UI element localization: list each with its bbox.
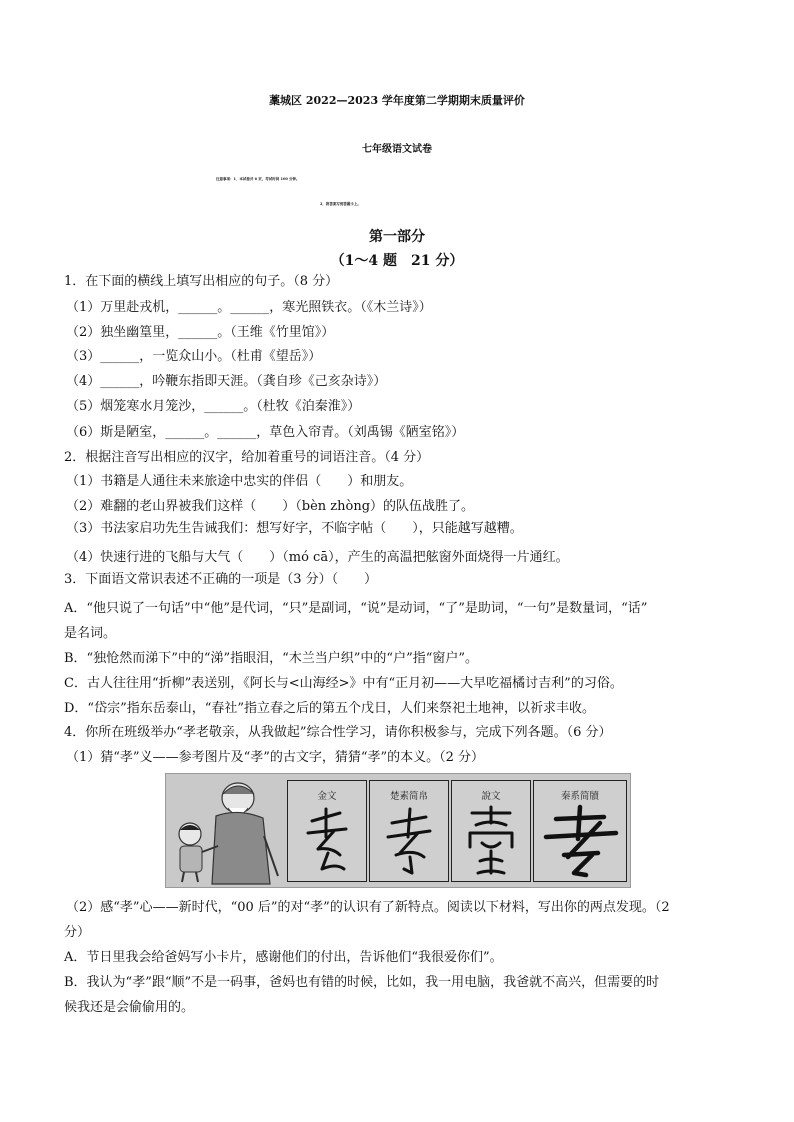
chujian-glyph-icon: [370, 803, 448, 879]
q3-option-c: C．古人往往用“折柳”表送别，《阿长与<山海经>》中有“正月初——大早吃福橘讨吉利”的习俗。: [64, 676, 623, 691]
q3-stem: 3．下面语文常识表述不正确的一项是（3 分）（ ）: [64, 572, 378, 587]
q4-sub2-cont: 分）: [64, 925, 91, 940]
q3-option-b: B．“独怆然而涕下”中的“涕”指眼泪，“木兰当户织”中的“户”指“窗户”。: [64, 651, 479, 666]
script-label: 楚素简帛: [389, 791, 428, 802]
q1-item: （6）斯是陋室，______。______，草色入帘青。（刘禹锡《陋室铭》）: [66, 425, 465, 440]
script-panel-chujian: [369, 780, 449, 882]
q4-material-b-cont: 候我还是会偷偷用的。: [64, 1000, 195, 1015]
script-label: 金文: [317, 791, 337, 802]
q1-item: （2）独坐幽篁里，______。（王维《竹里馆》）: [66, 325, 335, 340]
script-label: 秦系简牘: [560, 791, 599, 802]
exam-title: 藁城区 2022—2023 学年度第二学期期末质量评价: [269, 94, 525, 107]
q4-sub2: （2）感“孝”心——新时代，“00 后”的对“孝”的认识有了新特点。阅读以下材料，写出你的两点发现。（2: [66, 900, 670, 915]
q3-option-a: A．“他只说了一句话”中“他”是代词，“只”是副词，“说”是动词，“了”是助词，“一句”是数量词，“话”: [64, 601, 648, 616]
q2-item: （2）难翻的老山界被我们这样（ ）（bèn zhòng）的队伍战胜了。: [66, 499, 475, 514]
script-panel-jinwen: [287, 780, 367, 882]
q1-stem: 1．在下面的横线上填写出相应的句子。（8 分）: [64, 274, 339, 289]
note-1: 注意事项：1．本试卷共 6 页，考试时间 100 分钟。: [216, 177, 300, 181]
q1-item: （3）______，一览众山小。（杜甫《望岳》）: [66, 349, 322, 364]
q4-material-b: B．我认为“孝”跟“顺”不是一码事，爸妈也有错的时候，比如，我一用电脑，我爸就不高兴，但需要的时: [64, 975, 660, 990]
q2-item: （3）书法家启功先生告诫我们：想写好字，不临字帖（ ），只能越写越糟。: [66, 521, 523, 536]
script-label: 說文: [481, 791, 501, 802]
xiao-script-illustration: [165, 773, 631, 888]
qinjian-glyph-icon: [534, 803, 626, 879]
q2-item: （4）快速行进的飞船与大气（ ）（mó cā），产生的高温把舷窗外面烧得一片通红。: [66, 550, 569, 565]
q3-option-d: D．“岱宗”指东岳泰山，“春社”指立春之后的第五个戊日，人们来祭祀土地神，以祈求丰收。: [64, 701, 596, 716]
q1-item: （1）万里赴戎机，______。______，寒光照铁衣。（《木兰诗》）: [66, 300, 432, 315]
shuowen-glyph-icon: [452, 803, 530, 879]
q4-material-a: A．节日里我会给爸妈写小卡片，感谢他们的付出，告诉他们“我很爱你们”。: [64, 950, 503, 965]
elder-child-drawing: [168, 776, 288, 886]
note-2: 2．将答案写到答题卡上。: [320, 202, 361, 206]
jinwen-glyph-icon: [288, 803, 366, 879]
q4-stem: 4．你所在班级举办“孝老敬亲，从我做起”综合性学习，请你积极参与，完成下列各题。（6 分）: [64, 725, 612, 740]
script-panel-qinjian: [533, 780, 627, 882]
q3-option-a-cont: 是名词。: [64, 626, 117, 641]
q4-sub1: （1）猜“孝”义——参考图片及“孝”的古文字，猜猜“孝”的本义。（2 分）: [66, 750, 485, 765]
exam-subtitle: 七年级语文试卷: [362, 144, 432, 155]
q1-item: （5）烟笼寒水月笼沙，______。（杜牧《泊秦淮》）: [66, 399, 361, 414]
q2-stem: 2．根据注音写出相应的汉字，给加着重号的词语注音。（4 分）: [64, 450, 430, 465]
script-panel-shuowen: [451, 780, 531, 882]
q2-item: （1）书籍是人通往未来旅途中忠实的伴侣（ ）和朋友。: [66, 474, 413, 489]
q1-item: （4）______，吟鞭东指即天涯。（龚自珍《己亥杂诗》）: [66, 374, 387, 389]
part-range: （1～4 题 21 分）: [330, 253, 464, 269]
part-heading: 第一部分: [369, 229, 425, 245]
